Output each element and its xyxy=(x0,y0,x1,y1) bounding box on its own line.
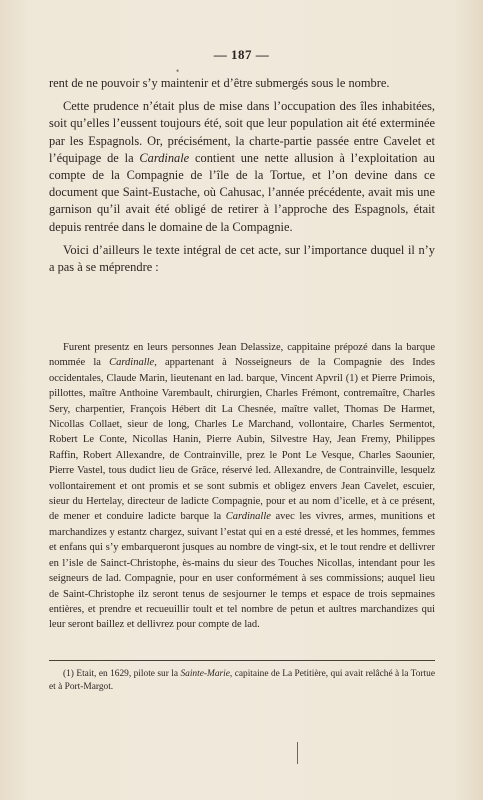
footnote-divider xyxy=(49,660,435,661)
footnote-ship-name: Sainte-Marie xyxy=(180,669,230,679)
footnote-part-a: (1) Etait, en 1629, pilote sur la xyxy=(63,669,181,679)
paragraph-2 xyxy=(49,98,435,236)
footnote xyxy=(49,668,435,694)
paragraph-1: rent de ne pouvoir s’y maintenir et d’être submergés sous le nombre. xyxy=(49,76,390,90)
page-speck: • xyxy=(176,66,180,76)
paragraph-2-part-a: Cette prudence n’était plus de mise dans l’occupation des îles inhabitées, soit qu’elles l’eussent toujours été, soit que leur population ait été exterminée par les Espagnols. Or, précisément, la charte-partie passée entre Cavelet et l’équipage de la xyxy=(49,99,435,165)
quote-part-a: Furent presentz en leurs personnes Jean Delassize, cappitaine prépozé dans la barque nommée la xyxy=(49,342,435,369)
main-text xyxy=(49,75,435,276)
ship-name-italic: Cardinale xyxy=(139,150,190,165)
quoted-charter xyxy=(49,340,435,633)
paragraph-3: Voici d’ailleurs le texte intégral de cet acte, sur l’importance duquel il n’y a pas à se méprendre : xyxy=(49,242,435,275)
quote-part-b: , appartenant à Nosseigneurs de la Compagnie des Indes occidentales, Claude Marin, lieutenant en lad. barque, Vincent Apvril (1) et Pierre Primois, pillottes, maître Anthoine Varembault, chirurgien, Charles Frémont, contremaître, Charles Sery, charpentier, François Hébert dit La Chesnée, maître vallet, Thomas De Harmet, Nicollas Collaet, sieur de long, Charles Le Marchand, vollontaire, Charles Sermentot, Robert Le Conte, Nicollas Hanin, Pierre Aubin, Silvestre Hay, Jean Fremy, Philippes Raffin, Robert Allexandre, de Contrainville, prez le Pont Le Vesque, Charles Saounier, Pierre Vastel, tous dudict lieu de Grâce, réservé led. Allexandre, de Contrainville, lesquelz vollontairement et ont promis et se sont submis et obligez envers Jean Cavelet, escuier, sieur du Hertelay, directeur de ladicte Compagnie, pour et au nom d’icelle, et à ce présent, de mener et conduire ladicte barque la xyxy=(49,357,435,523)
paper-mark xyxy=(297,742,298,764)
paragraph-2-part-b: contient une nette allusion à l’exploitation au compte de la Compagnie de l’île de la Tortue, et l’on devine dans ce document que Saint-Eustache, où Cahusac, l’année précédente, avait mis une garnison qu’il avait été obligé de retirer à l’approche des Espagnols, était depuis rentrée dans le domaine de la Compagnie. xyxy=(49,150,435,234)
quote-part-c: avec les vivres, armes, munitions et marchandizes y estantz chargez, suivant l’estat qui en a esté dressé, et les hommes, femmes et enfans qui s’y embarqueront jusques au nombre de vingt-six, et le tout rendre et dellivrer en l’isle de Sainct-Christophe, ès-mains du sieur des Touches Nicollas, intendant pour les seigneurs de lad. Compagnie, pour en user conformément à ses commissions; auquel lieu de Saint-Christophe ilz seront tenus de sesjourner le temps et espace de trois sepmaines entières, et prendre et recueuillir toult et tel nombre de petun et aultres marchandizes qui leur seront baillez et dellivrez pour compte de lad. xyxy=(49,511,435,631)
page-number: — 187 — xyxy=(213,47,270,62)
footnote-part-b: , capitaine de La Petitière, qui avait relâché à la Tortue et à Port-Margot. xyxy=(49,669,435,693)
quote-ship-name-1: Cardinalle xyxy=(109,357,155,369)
quote-ship-name-2: Cardinalle xyxy=(225,511,271,523)
